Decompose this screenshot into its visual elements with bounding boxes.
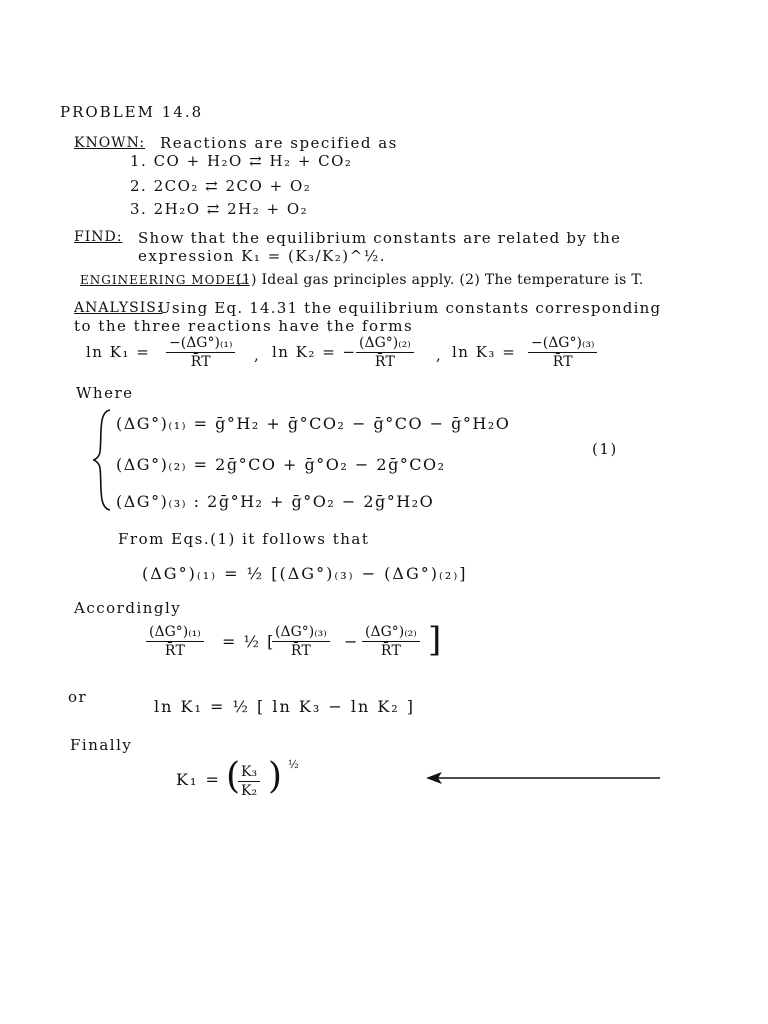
result-arrow-icon: [424, 768, 662, 788]
forms-separator-1: ,: [254, 346, 261, 364]
final-denominator: K₂: [241, 783, 258, 799]
or-label: or: [68, 688, 88, 706]
acc-r1-fraction: [272, 624, 330, 659]
equation-2: (ΔG°)₍₂₎ = 2ḡ°CO + ḡ°O₂ − 2ḡ°CO₂: [116, 455, 446, 474]
reaction-3: 3. 2H₂O ⇄ 2H₂ + O₂: [130, 200, 309, 218]
follows-text: From Eqs.(1) it follows that: [118, 530, 370, 548]
ln-k1-numerator: −(ΔG°)₍₁₎: [166, 335, 235, 353]
find-label: FIND:: [74, 229, 123, 245]
acc-minus: −: [344, 632, 359, 651]
acc-r1-denominator: R̄T: [290, 643, 311, 659]
equation-1: (ΔG°)₍₁₎ = ḡ°H₂ + ḡ°CO₂ − ḡ°CO − ḡ°H₂O: [116, 414, 511, 433]
acc-close-bracket: ]: [428, 620, 443, 660]
equation-number: (1): [592, 440, 618, 458]
known-intro: Reactions are specified as: [160, 134, 398, 152]
acc-lhs-fraction: [146, 624, 204, 659]
acc-lhs-numerator: (ΔG°)₍₁₎: [146, 624, 204, 642]
final-numerator: K₃: [238, 764, 260, 782]
ln-k3-denominator: R̄T: [552, 354, 573, 370]
final-open-paren: (: [226, 756, 242, 797]
ln-k-relation: ln K₁ = ½ [ ln K₃ − ln K₂ ]: [154, 697, 416, 716]
find-line-1: Show that the equilibrium constants are related by the: [138, 229, 622, 247]
left-brace: [90, 408, 114, 512]
final-lhs: K₁ =: [176, 770, 221, 789]
acc-r2-denominator: R̄T: [380, 643, 401, 659]
forms-separator-2: ,: [436, 346, 443, 364]
ln-k3-fraction: [528, 335, 597, 370]
final-fraction: [238, 764, 260, 799]
final-close-paren: ): [268, 756, 284, 797]
ln-k2-numerator: (ΔG°)₍₂₎: [356, 335, 414, 353]
ln-k1-fraction: [166, 335, 235, 370]
problem-title: PROBLEM 14.8: [60, 103, 204, 121]
accordingly-label: Accordingly: [74, 599, 182, 617]
model-text: (1) Ideal gas principles apply. (2) The temperature is T.: [236, 272, 644, 288]
ln-k2-denominator: R̄T: [374, 354, 395, 370]
ln-k2-lhs: ln K₂ = −: [272, 343, 357, 361]
ln-k3-lhs: ln K₃ =: [452, 343, 517, 361]
equation-3: (ΔG°)₍₃₎ : 2ḡ°H₂ + ḡ°O₂ − 2ḡ°H₂O: [116, 492, 435, 511]
where-label: Where: [76, 384, 134, 402]
model-label: ENGINEERING MODEL:: [80, 273, 250, 287]
analysis-line-2: to the three reactions have the forms: [74, 317, 414, 335]
find-line-2: expression K₁ = (K₃/K₂)^½.: [138, 247, 387, 265]
acc-lhs-denominator: R̄T: [164, 643, 185, 659]
ln-k1-denominator: R̄T: [190, 354, 211, 370]
final-exponent: ½: [288, 758, 301, 771]
analysis-line-1: Using Eq. 14.31 the equilibrium constants corresponding: [158, 299, 662, 317]
reaction-2: 2. 2CO₂ ⇄ 2CO + O₂: [130, 177, 312, 195]
acc-r1-numerator: (ΔG°)₍₃₎: [272, 624, 330, 642]
finally-label: Finally: [70, 736, 133, 754]
acc-r2-numerator: (ΔG°)₍₂₎: [362, 624, 420, 642]
reaction-1: 1. CO + H₂O ⇄ H₂ + CO₂: [130, 152, 353, 170]
acc-r2-fraction: [362, 624, 420, 659]
ln-k3-numerator: −(ΔG°)₍₃₎: [528, 335, 597, 353]
known-label: KNOWN:: [74, 135, 146, 151]
delta-g-relation: (ΔG°)₍₁₎ = ½ [(ΔG°)₍₃₎ − (ΔG°)₍₂₎]: [142, 564, 468, 583]
analysis-label: ANALYSIS:: [74, 300, 163, 316]
acc-equals-half: = ½ [: [222, 632, 275, 651]
ln-k2-fraction: [356, 335, 414, 370]
ln-k1-lhs: ln K₁ =: [86, 343, 151, 361]
